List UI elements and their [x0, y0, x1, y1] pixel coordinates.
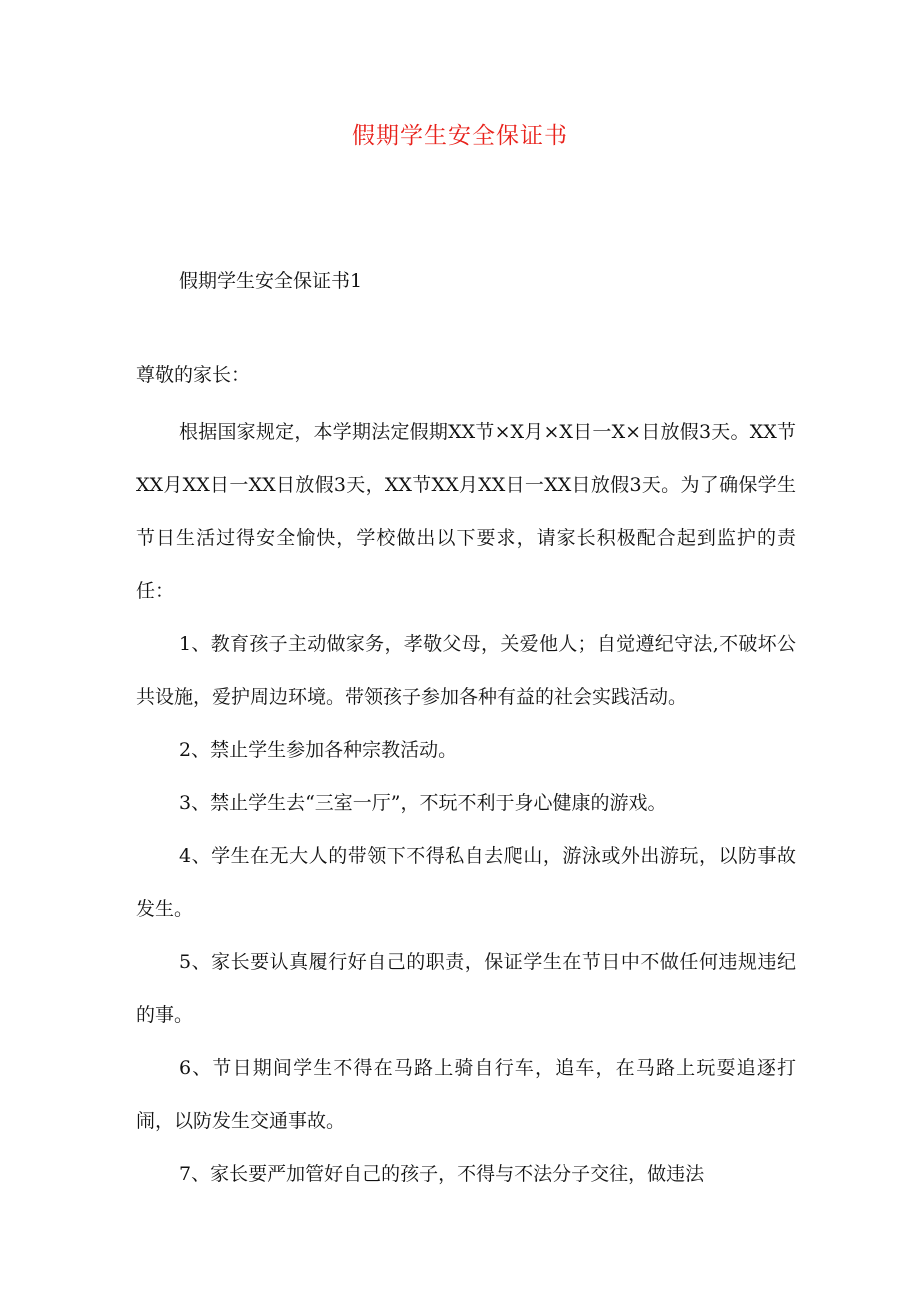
salutation: 尊敬的家长：	[136, 364, 251, 386]
document-title: 假期学生安全保证书	[352, 123, 568, 149]
paragraph-item-6: 6、节日期间学生不得在马路上骑自行车，追车，在马路上玩耍追逐打闹，以防发生交通事故。	[136, 1057, 796, 1132]
paragraph-item-2: 2、禁止学生参加各种宗教活动。	[179, 739, 458, 761]
paragraph-item-3: 3、禁止学生去“三室一厅”，不玩不利于身心健康的游戏。	[179, 792, 667, 814]
document-body	[136, 406, 796, 1201]
paragraph-item-4: 4、学生在无大人的带领下不得私自去爬山，游泳或外出游玩，以防事故发生。	[136, 845, 796, 920]
section-heading: 假期学生安全保证书1	[179, 270, 363, 292]
paragraph-item-7: 7、家长要严加管好自己的孩子，不得与不法分子交往，做违法	[179, 1163, 705, 1185]
paragraph-item-5: 5、家长要认真履行好自己的职责，保证学生在节日中不做任何违规违纪的事。	[136, 951, 796, 1026]
paragraph-item-1: 1、教育孩子主动做家务，孝敬父母，关爱他人；自觉遵纪守法,不破坏公共设施，爱护周边环境。带领孩子参加各种有益的社会实践活动。	[136, 633, 796, 708]
paragraph-intro: 根据国家规定，本学期法定假期XX节×X月×X日一X×日放假3天。XX节XX月XX日一XX日放假3天，XX节XX月XX日一XX日放假3天。为了确保学生节日生活过得安全愉快，学校做出以下要求，请家长积极配合起到监护的责任：	[136, 421, 796, 602]
